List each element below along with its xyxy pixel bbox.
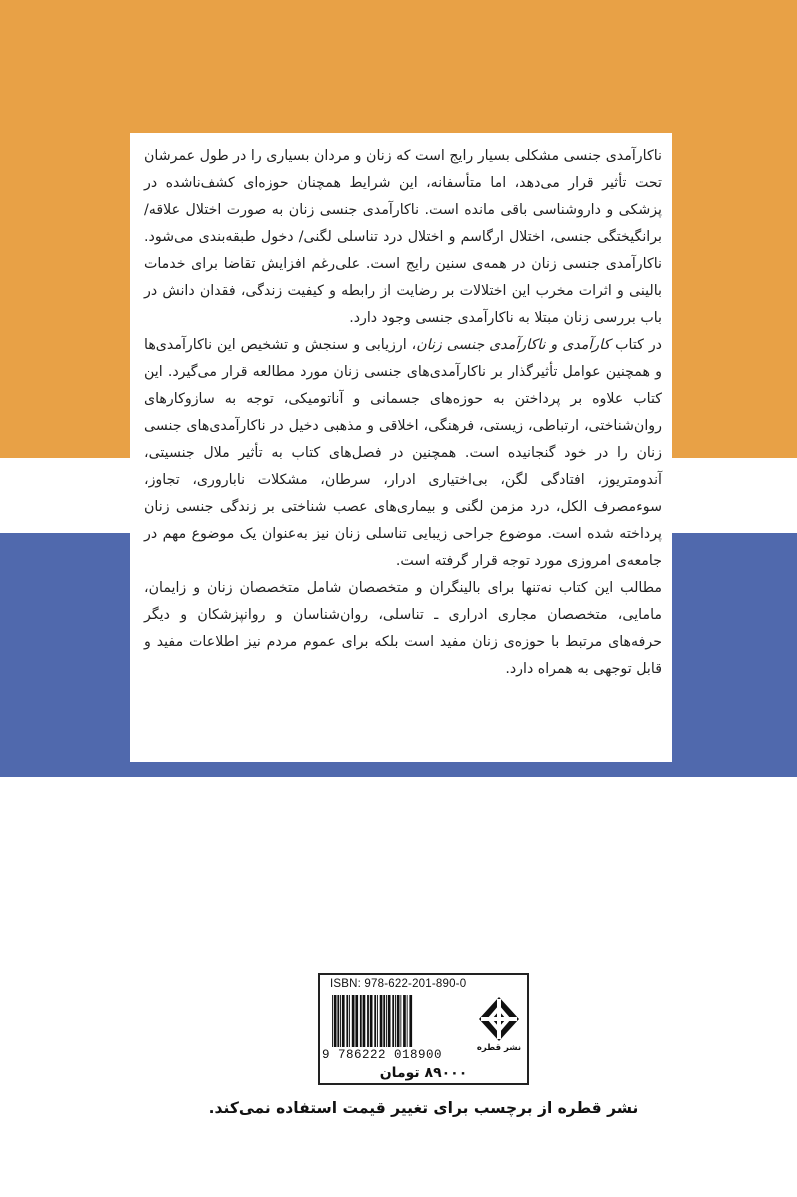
book-title: کارآمدی و ناکارآمدی جنسی زنان <box>416 337 611 353</box>
barcode-stripe <box>397 995 400 1047</box>
description-panel <box>130 133 672 762</box>
paragraph-audience: مطالب این کتاب نه‌تنها برای بالینگران و متخصصان شامل متخصصان زنان و زایمان، مامایی، متخصصان مجاری ادراری ـ تناسلی، روان‌شناسان و روانپزشکان و دیگر حرفه‌های مرتبط با حوزه‌ی زنان مفید است بلکه برای عموم مردم نیز اطلاعات مفید و قابل توجهی به همراه دارد. <box>144 580 662 677</box>
paragraph-rest: ، ارزیابی و سنجش و تشخیص این ناکارآمدی‌ها و همچنین عوامل تأثیرگذار بر ناکارآمدی‌های جنسی زنان مورد مطالعه قرار می‌گیرد. این کتاب علاوه بر پرداختن به حوزه‌های جسمانی و آناتومیکی، توجه به سازوکارهای روان‌شناختی، ارتباطی، زیستی، فرهنگی، اخلاقی و مذهبی دخیل در ناکارآمدی‌های جنسی زنان را در خود گنجانیده است. همچنین در فصل‌های کتاب به تأثیر ملال جنسیتی، آندومتریوز، افتادگی لگن، بی‌اختیاری ادرار، سرطان، مشکلات ناباروری، تجاوز، سوءمصرف الکل، درد مزمن لگنی و بیماری‌های عصب شناختی بر زندگی جنسی زنان پرداخته شده است. موضوع جراحی زیبایی تناسلی زنان نیز به‌عنوان یک موضوع مهم در جامعه‌ی امروزی مورد توجه قرار گرفته است. <box>144 337 662 569</box>
barcode-stripe <box>392 995 394 1047</box>
barcode-stripe <box>342 995 345 1047</box>
logo-drop-icon <box>475 995 523 1043</box>
paragraph-intro: ناکارآمدی جنسی مشکلی بسیار رایج است که زنان و مردان بسیاری را در طول عمرشان تحت تأثیر قرار می‌دهد، اما متأسفانه، این شرایط همچنان حوزه‌ای کشف‌ناشده در پزشکی و داروشناسی باقی مانده است. ناکارآمدی جنسی زنان به صورت اختلال علاقه/ برانگیختگی جنسی، اختلال ارگاسم و اختلال درد تناسلی لگنی/ دخول طبقه‌بندی می‌شود. ناکارآمدی جنسی زنان در همه‌ی سنین رایج است. علی‌رغم افزایش تقاضا برای خدمات بالینی و اثرات مخرب این اختلالات بر رضایت از رابطه و کیفیت زندگی، فقدان دانش در باب بررسی زنان مبتلا به ناکارآمدی جنسی وجود دارد. <box>144 148 662 326</box>
barcode-stripe <box>383 995 385 1047</box>
barcode-stripe <box>352 995 355 1047</box>
barcode-stripe <box>346 995 348 1047</box>
barcode-stripe <box>363 995 366 1047</box>
barcode-stripe <box>400 995 401 1047</box>
barcode-stripe <box>360 995 362 1047</box>
barcode-stripe <box>388 995 391 1047</box>
barcode-stripe <box>367 995 369 1047</box>
barcode-stripe <box>355 995 358 1047</box>
price-label: ۸۹۰۰۰ تومان <box>379 1065 468 1081</box>
barcode-stripe <box>377 995 378 1047</box>
isbn-text: ISBN: 978-622-201-890-0 <box>330 978 467 990</box>
barcode-label <box>318 973 529 1085</box>
barcode-stripe <box>349 995 350 1047</box>
barcode-stripe <box>409 995 412 1047</box>
barcode-stripe <box>334 995 337 1047</box>
barcode-stripe <box>380 995 383 1047</box>
publisher-logo <box>475 995 523 1061</box>
logo-text: نشر قطره <box>476 1043 522 1053</box>
barcode-stripe <box>370 995 373 1047</box>
barcode-stripe <box>337 995 339 1047</box>
barcode-stripe <box>386 995 387 1047</box>
barcode-digits: 9 786222 018900 <box>322 1048 443 1062</box>
barcode-stripe <box>332 995 333 1047</box>
paragraph-book-scope <box>144 332 662 575</box>
barcode-stripe <box>340 995 341 1047</box>
paragraph-lead: در کتاب <box>610 337 663 353</box>
barcode-stripe <box>407 995 408 1047</box>
barcode-stripe <box>395 995 396 1047</box>
barcode-stripe <box>403 995 406 1047</box>
price-sticker-notice: نشر قطره از برچسب برای تغییر قیمت استفاده نمی‌کند. <box>208 1099 639 1117</box>
barcode-stripe <box>374 995 376 1047</box>
barcode-bars <box>330 995 466 1047</box>
